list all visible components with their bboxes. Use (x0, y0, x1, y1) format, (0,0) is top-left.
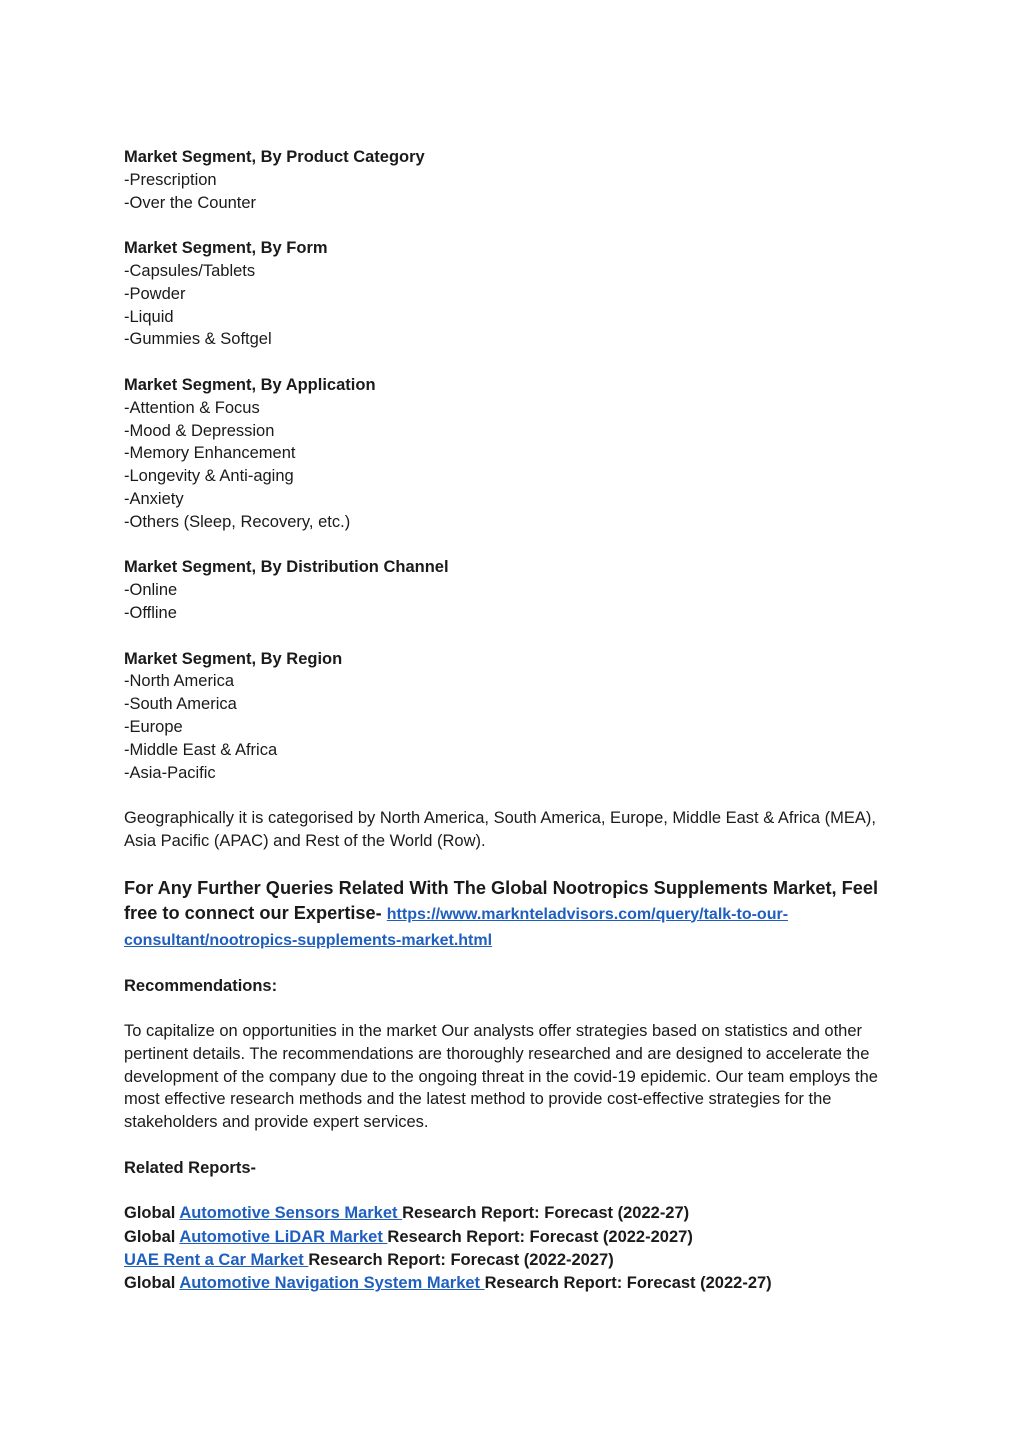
segment-title: Market Segment, By Product Category (124, 148, 425, 166)
segment-form (124, 237, 904, 351)
related-report-row (124, 1249, 904, 1272)
segment-item: -Online (124, 581, 178, 600)
report-prefix: Global (124, 1227, 180, 1246)
queries-callout (124, 876, 904, 953)
segment-item: -Memory Enhancement (124, 444, 296, 463)
document-page (124, 146, 904, 1296)
segment-item: -Asia-Pacific (124, 763, 216, 782)
report-prefix: Global (124, 1204, 180, 1223)
segment-item: -Others (Sleep, Recovery, etc.) (124, 512, 351, 531)
recommendations-paragraph: To capitalize on opportunities in the market Our analysts offer strategies based on statistics and other pertinent details. The recommendations are thoroughly researched and are designed to accelerate the development of the company due to the ongoing threat in the covid-19 epidemic. Our team employs the most effective research methods and the latest method to provide cost-effective strategies for the stakeholders and provide expert services. (124, 1022, 878, 1132)
segment-title: Market Segment, By Region (124, 649, 343, 668)
report-suffix: Research Report: Forecast (2022-27) (402, 1204, 690, 1223)
related-reports-heading: Related Reports- (124, 1158, 257, 1177)
segment-item: -Over the Counter (124, 193, 257, 212)
segment-application (124, 374, 904, 534)
recommendations-heading: Recommendations: (124, 976, 278, 995)
report-link-automotive-sensors[interactable]: Automotive Sensors Market (179, 1204, 403, 1223)
segment-item: -Liquid (124, 307, 174, 326)
segment-distribution-channel (124, 556, 904, 624)
related-report-row (124, 1272, 904, 1295)
segment-title: Market Segment, By Form (124, 239, 328, 258)
segment-item: -Europe (124, 717, 183, 736)
segment-item: -North America (124, 672, 235, 691)
segment-item: -Anxiety (124, 489, 184, 508)
report-suffix: Research Report: Forecast (2022-27) (484, 1274, 772, 1293)
segment-title: Market Segment, By Application (124, 375, 376, 394)
related-reports-list (124, 1202, 904, 1295)
segment-item: -South America (124, 695, 237, 714)
segment-item: -Gummies & Softgel (124, 330, 272, 349)
related-report-row (124, 1202, 904, 1225)
segment-item: -Attention & Focus (124, 398, 260, 417)
report-prefix: Global (124, 1274, 180, 1293)
segment-title: Market Segment, By Distribution Channel (124, 558, 449, 577)
segment-item: -Middle East & Africa (124, 740, 278, 759)
report-suffix: Research Report: Forecast (2022-2027) (308, 1251, 614, 1270)
segment-region (124, 648, 904, 785)
segment-item: -Prescription (124, 170, 217, 189)
segment-item: -Longevity & Anti-aging (124, 467, 294, 486)
segment-item: -Capsules/Tablets (124, 261, 256, 280)
segment-product-category (124, 146, 904, 214)
report-link-automotive-navigation[interactable]: Automotive Navigation System Market (179, 1274, 485, 1293)
report-link-automotive-lidar[interactable]: Automotive LiDAR Market (179, 1227, 388, 1246)
related-report-row (124, 1226, 904, 1249)
consultant-link[interactable]: https://www.marknteladvisors.com/query/talk-to-our-consultant/nootropics-supplements-market.html (124, 905, 789, 949)
geography-paragraph: Geographically it is categorised by North America, South America, Europe, Middle East & Africa (MEA), Asia Pacific (APAC) and Rest of the World (Row). (124, 809, 876, 850)
segment-item: -Powder (124, 284, 186, 303)
report-link-uae-rent-a-car[interactable]: UAE Rent a Car Market (124, 1251, 309, 1270)
queries-callout-text: For Any Further Queries Related With The Global Nootropics Supplements Market, Feel free to connect our Expertise- (124, 877, 879, 923)
segment-item: -Mood & Depression (124, 421, 275, 440)
segment-item: -Offline (124, 603, 177, 622)
report-suffix: Research Report: Forecast (2022-2027) (387, 1227, 693, 1246)
